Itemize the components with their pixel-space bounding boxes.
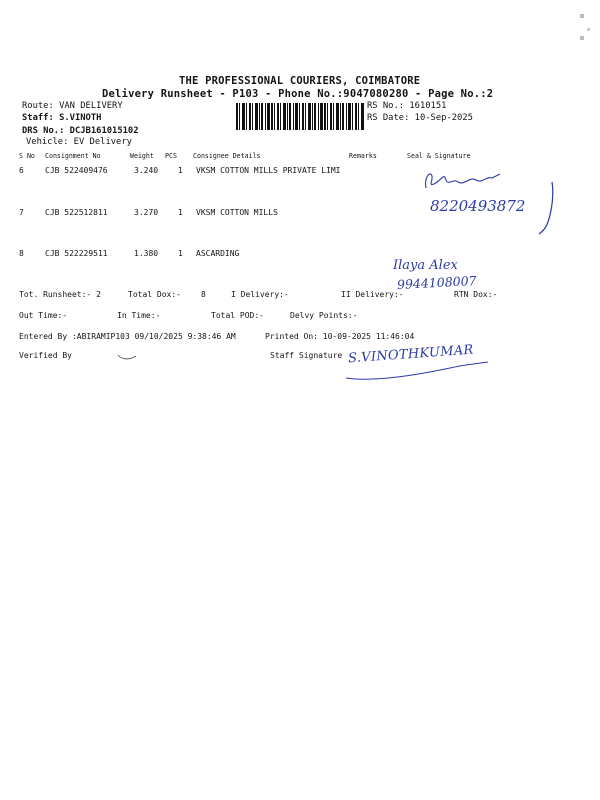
staff: Staff: S.VINOTH	[22, 113, 102, 123]
row-weight: 3.240	[134, 166, 159, 175]
col-header-consignment: Consignment No	[45, 152, 101, 160]
col-header-consignee: Consignee Details	[193, 152, 261, 160]
ii-delivery: II Delivery:-	[341, 290, 404, 299]
entered-by: Entered By :ABIRAMIP103 09/10/2025 9:38:46 AM	[19, 332, 236, 341]
signature-scribble-icon	[420, 166, 510, 198]
row-consignment: CJB 522409476	[45, 166, 108, 175]
row-pcs: 1	[178, 208, 183, 217]
row-sno: 6	[19, 166, 24, 175]
row-pcs: 1	[178, 166, 183, 175]
rs-date: RS Date: 10-Sep-2025	[367, 113, 473, 123]
in-time: In Time:-	[117, 311, 161, 320]
delvy-points: Delvy Points:-	[290, 311, 358, 320]
row-sno: 7	[19, 208, 24, 217]
col-header-weight: Weight	[130, 152, 154, 160]
col-header-remarks: Remarks	[349, 152, 377, 160]
row-consignee: VKSM COTTON MILLS	[196, 208, 278, 217]
verified-tick-icon	[116, 352, 138, 362]
runsheet-title: Delivery Runsheet - P103 - Phone No.:9047080280 - Page No.:2	[102, 88, 494, 100]
corner-mark-icon	[556, 8, 590, 58]
staff-signature-text: S.VINOTHKUMAR	[347, 342, 475, 367]
tot-runsheet: Tot. Runsheet:- 2	[19, 290, 101, 299]
row-consignee: ASCARDING	[196, 249, 240, 258]
row-consignment: CJB 522512811	[45, 208, 108, 217]
row6-phone: 8220493872	[430, 197, 526, 215]
company-title: THE PROFESSIONAL COURIERS, COIMBATORE	[179, 75, 421, 87]
barcode	[236, 103, 364, 130]
route: Route: VAN DELIVERY	[22, 101, 123, 111]
col-header-seal: Seal & Signature	[407, 152, 471, 160]
col-header-sno: S No	[19, 152, 35, 160]
row-consignee: VKSM COTTON MILLS PRIVATE LIMI	[196, 166, 341, 175]
row-sno: 8	[19, 249, 24, 258]
row-weight: 1.380	[134, 249, 159, 258]
rs-number: RS No.: 1610151	[367, 101, 447, 111]
signature-underline-icon	[342, 360, 492, 384]
rtn-dox: RTN Dox:-	[454, 290, 498, 299]
total-dox-label: Total Dox:-	[128, 290, 181, 299]
out-time: Out Time:-	[19, 311, 68, 320]
verified-by: Verified By	[19, 351, 72, 360]
row8-phone: 9944108007	[396, 272, 477, 293]
row-weight: 3.270	[134, 208, 159, 217]
vehicle: Vehicle: EV Delivery	[26, 137, 132, 147]
signature-stroke-icon	[536, 180, 558, 236]
printed-on: Printed On: 10-09-2025 11:46:04	[265, 332, 415, 341]
row8-name: Ilaya Alex	[393, 258, 458, 273]
drs-number: DRS No.: DCJB161015102	[22, 126, 139, 136]
i-delivery: I Delivery:-	[231, 290, 289, 299]
total-pod: Total POD:-	[211, 311, 264, 320]
row-consignment: CJB 522229511	[45, 249, 108, 258]
row-pcs: 1	[178, 249, 183, 258]
staff-signature-label: Staff Signature	[270, 351, 343, 360]
total-dox-value: 8	[201, 290, 206, 299]
col-header-pcs: PCS	[165, 152, 177, 160]
